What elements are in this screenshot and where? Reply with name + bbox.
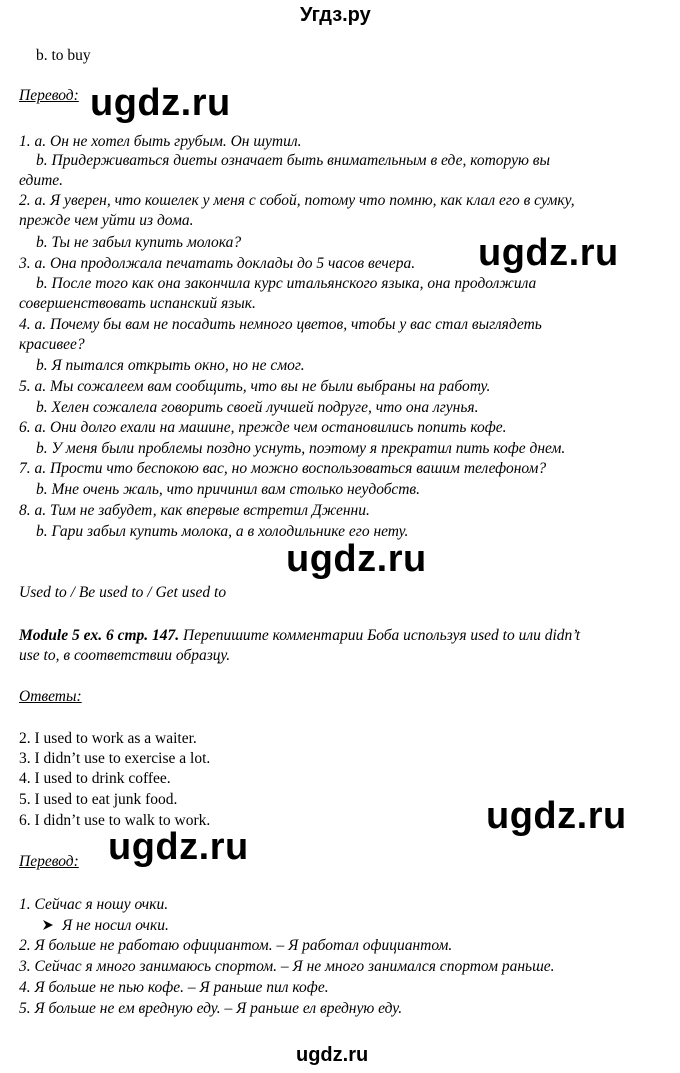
translation-line: 6. a. Они долго ехали на машине, прежде чем остановились попить кофе.	[19, 419, 507, 436]
translation-line: 5. a. Мы сожалеем вам сообщить, что вы не были выбраны на работу.	[19, 378, 491, 395]
watermark: ugdz.ru	[478, 232, 619, 274]
task-line-2: use to, в соответствии образцу.	[19, 647, 231, 664]
translation-line: 2. Я больше не работаю официантом. – Я работал официантом.	[19, 937, 453, 954]
translation-line: 8. a. Тим не забудет, как впервые встретил Дженни.	[19, 502, 370, 519]
watermark: ugdz.ru	[286, 538, 427, 580]
translation-heading-1: Перевод:	[19, 87, 79, 104]
watermark: ugdz.ru	[486, 795, 627, 837]
translation-line: b. Придерживаться диеты означает быть внимательным в еде, которую вы	[36, 152, 551, 169]
answer-b: b. to buy	[36, 47, 91, 64]
translation-line: 7. a. Прости что беспокою вас, но можно воспользоваться вашим телефоном?	[19, 460, 547, 477]
bullet-line	[42, 917, 169, 935]
translation-line: 4. a. Почему бы вам не посадить немного цветов, чтобы у вас стал выглядеть	[19, 316, 542, 333]
translation-line: b. Хелен сожалела говорить своей лучшей подруге, что она лгунья.	[36, 399, 479, 416]
site-title: Угдз.ру	[300, 4, 371, 26]
translation-line: красивее?	[19, 336, 85, 353]
translation-line: 1. a. Он не хотел быть грубым. Он шутил.	[19, 133, 302, 150]
translation-line: 3. a. Она продолжала печатать доклады до 5 часов вечера.	[19, 255, 416, 272]
translation-line: 3. Сейчас я много занимаюсь спортом. – Я не много занимался спортом раньше.	[19, 958, 555, 975]
translation-line: 4. Я больше не пью кофе. – Я раньше пил кофе.	[19, 979, 329, 996]
watermark: ugdz.ru	[90, 82, 231, 124]
translation-line: 1. Сейчас я ношу очки.	[19, 896, 169, 913]
translation-heading-2: Перевод:	[19, 853, 79, 870]
task-line-1	[19, 627, 580, 645]
translation-line: b. Мне очень жаль, что причинил вам столько неудобств.	[36, 481, 421, 498]
translation-line: совершенствовать испанский язык.	[19, 295, 256, 312]
translation-line: едите.	[19, 172, 64, 189]
task-text: Перепишите комментарии Боба используя used to или didn’t	[179, 627, 581, 644]
translation-line: b. После того как она закончила курс итальянского языка, она продолжила	[36, 275, 537, 292]
section-title: Used to / Be used to / Get used to	[19, 584, 227, 601]
answer-item: 3. I didn’t use to exercise a lot.	[19, 750, 211, 767]
translation-line: b. У меня были проблемы поздно уснуть, поэтому я прекратил пить кофе днем.	[36, 440, 566, 457]
translation-line: прежде чем уйти из дома.	[19, 212, 194, 229]
watermark: ugdz.ru	[108, 826, 249, 868]
translation-line: 5. Я больше не ем вредную еду. – Я раньше ел вредную еду.	[19, 1000, 403, 1017]
answer-item: 4. I used to drink coffee.	[19, 770, 171, 787]
task-reference: Module 5 ex. 6 стр. 147.	[19, 627, 180, 644]
answer-item: 5. I used to eat junk food.	[19, 791, 178, 808]
translation-line: b. Я пытался открыть окно, но не смог.	[36, 357, 305, 374]
translation-line: b. Ты не забыл купить молока?	[36, 234, 242, 251]
arrow-bullet-icon	[42, 919, 54, 931]
translation-line: Я не носил очки.	[62, 917, 169, 934]
footer-site: ugdz.ru	[296, 1044, 369, 1066]
answer-item: 2. I used to work as a waiter.	[19, 730, 197, 747]
answer-item: 6. I didn’t use to walk to work.	[19, 812, 211, 829]
answers-heading: Ответы:	[19, 688, 82, 705]
translation-line: 2. a. Я уверен, что кошелек у меня с собой, потому что помню, как клал его в сумку,	[19, 192, 575, 209]
translation-line: b. Гари забыл купить молока, а в холодильнике его нету.	[36, 523, 409, 540]
